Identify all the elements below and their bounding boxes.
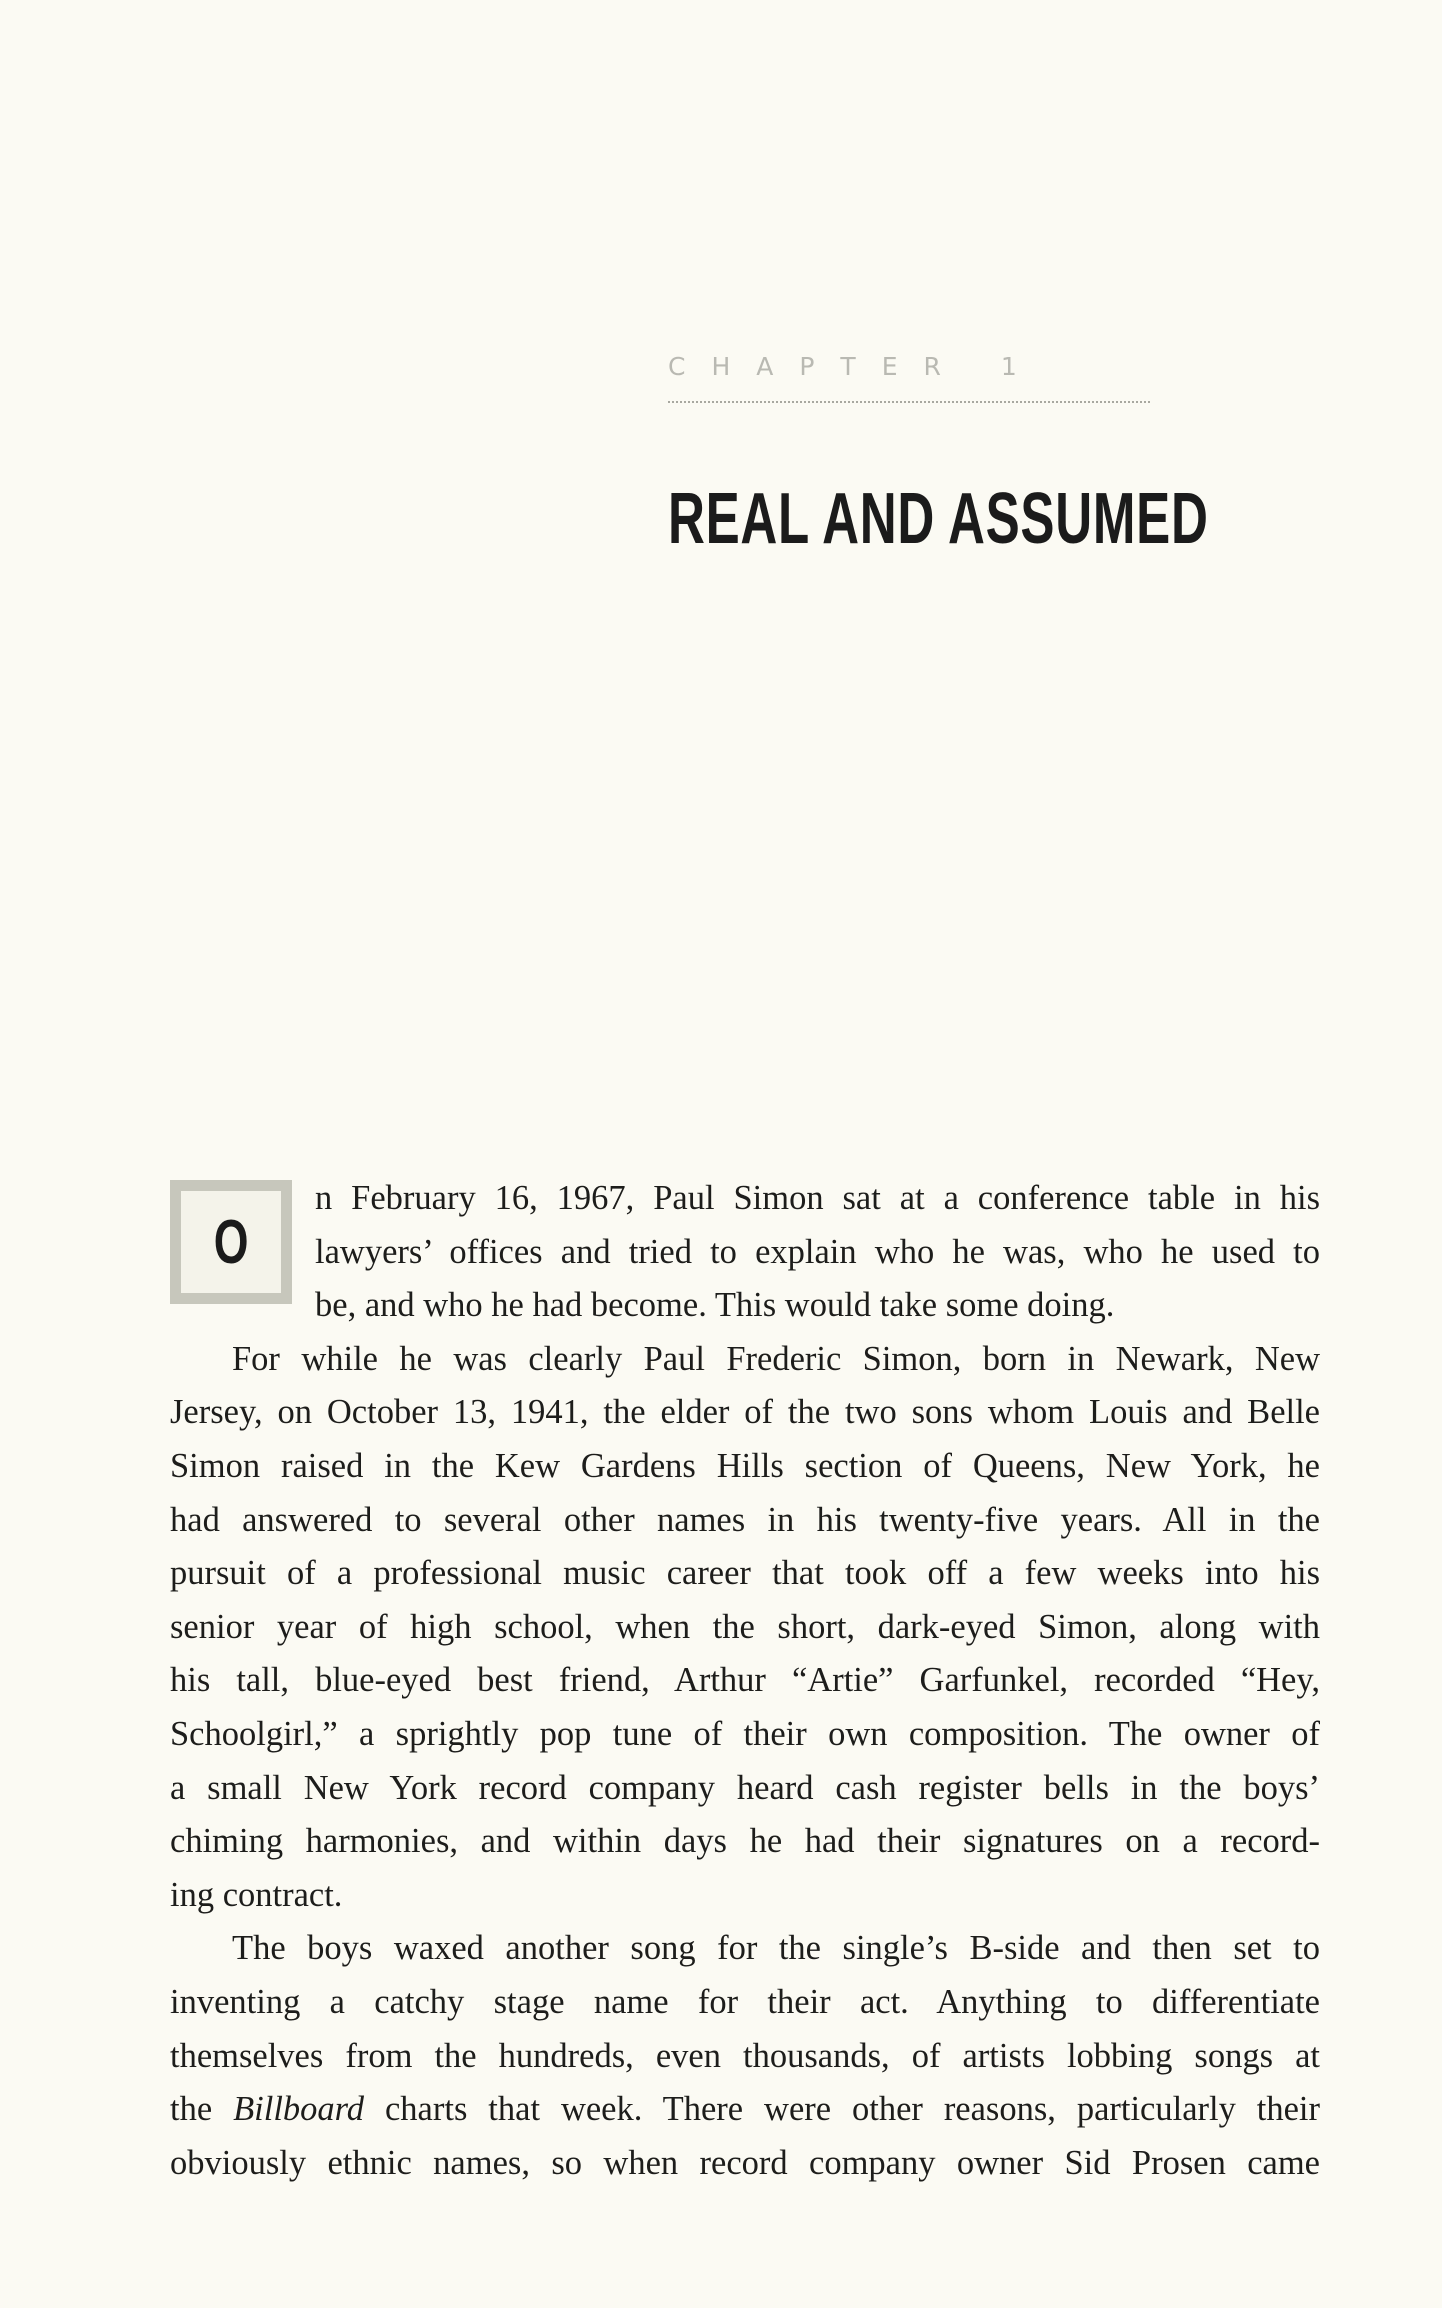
text-line: senior year of high school, when the short, dark-eyed Simon, along with bbox=[170, 1607, 1320, 1646]
text-line: a small New York record company heard cash register bells in the boys’ bbox=[170, 1768, 1320, 1807]
italic-title: Billboard bbox=[233, 2090, 365, 2129]
drop-cap-letter: O bbox=[213, 1207, 249, 1277]
paragraph-3 bbox=[170, 1922, 1320, 2190]
text-line: inventing a catchy stage name for their act. Anything to differentiate bbox=[170, 1982, 1320, 2021]
paragraph-2 bbox=[170, 1333, 1320, 1923]
text-line: had answered to several other names in his twenty-five years. All in the bbox=[170, 1500, 1320, 1539]
text-line: his tall, blue-eyed best friend, Arthur “Artie” Garfunkel, recorded “Hey, bbox=[170, 1661, 1320, 1700]
text-line: ing contract. bbox=[170, 1875, 343, 1914]
text-line: Jersey, on October 13, 1941, the elder of the two sons whom Louis and Belle bbox=[170, 1393, 1320, 1432]
text-line: be, and who he had become. This would take some doing. bbox=[315, 1286, 1115, 1325]
text-line: The boys waxed another song for the single’s B-side and then set to bbox=[232, 1929, 1320, 1968]
chapter-rule bbox=[668, 401, 1150, 403]
text-line: chiming harmonies, and within days he had their signatures on a record- bbox=[170, 1822, 1320, 1861]
text-line: Simon raised in the Kew Gardens Hills section of Queens, New York, he bbox=[170, 1446, 1320, 1485]
body-text bbox=[170, 1172, 1320, 2190]
text-line: n February 16, 1967, Paul Simon sat at a conference table in his bbox=[315, 1179, 1320, 1217]
text-line bbox=[170, 2083, 1320, 2137]
chapter-label: CHAPTER 1 bbox=[668, 352, 1043, 381]
text-line: lawyers’ offices and tried to explain who he was, who he used to bbox=[315, 1232, 1320, 1271]
paragraph-1 bbox=[170, 1172, 1320, 1333]
text-line: themselves from the hundreds, even thousands, of artists lobbing songs at bbox=[170, 2036, 1320, 2075]
chapter-title: REAL AND ASSUMED bbox=[668, 479, 1209, 559]
text-line: For while he was clearly Paul Frederic Simon, born in Newark, New bbox=[232, 1339, 1320, 1378]
text-line: pursuit of a professional music career that took off a few weeks into his bbox=[170, 1554, 1320, 1593]
text-segment: charts that week. There were other reasons, particularly their bbox=[364, 2090, 1320, 2129]
text-line: Schoolgirl,” a sprightly pop tune of their own composition. The owner of bbox=[170, 1714, 1320, 1753]
text-segment: the bbox=[170, 2090, 234, 2129]
text-line: obviously ethnic names, so when record company owner Sid Prosen came bbox=[170, 2143, 1320, 2182]
